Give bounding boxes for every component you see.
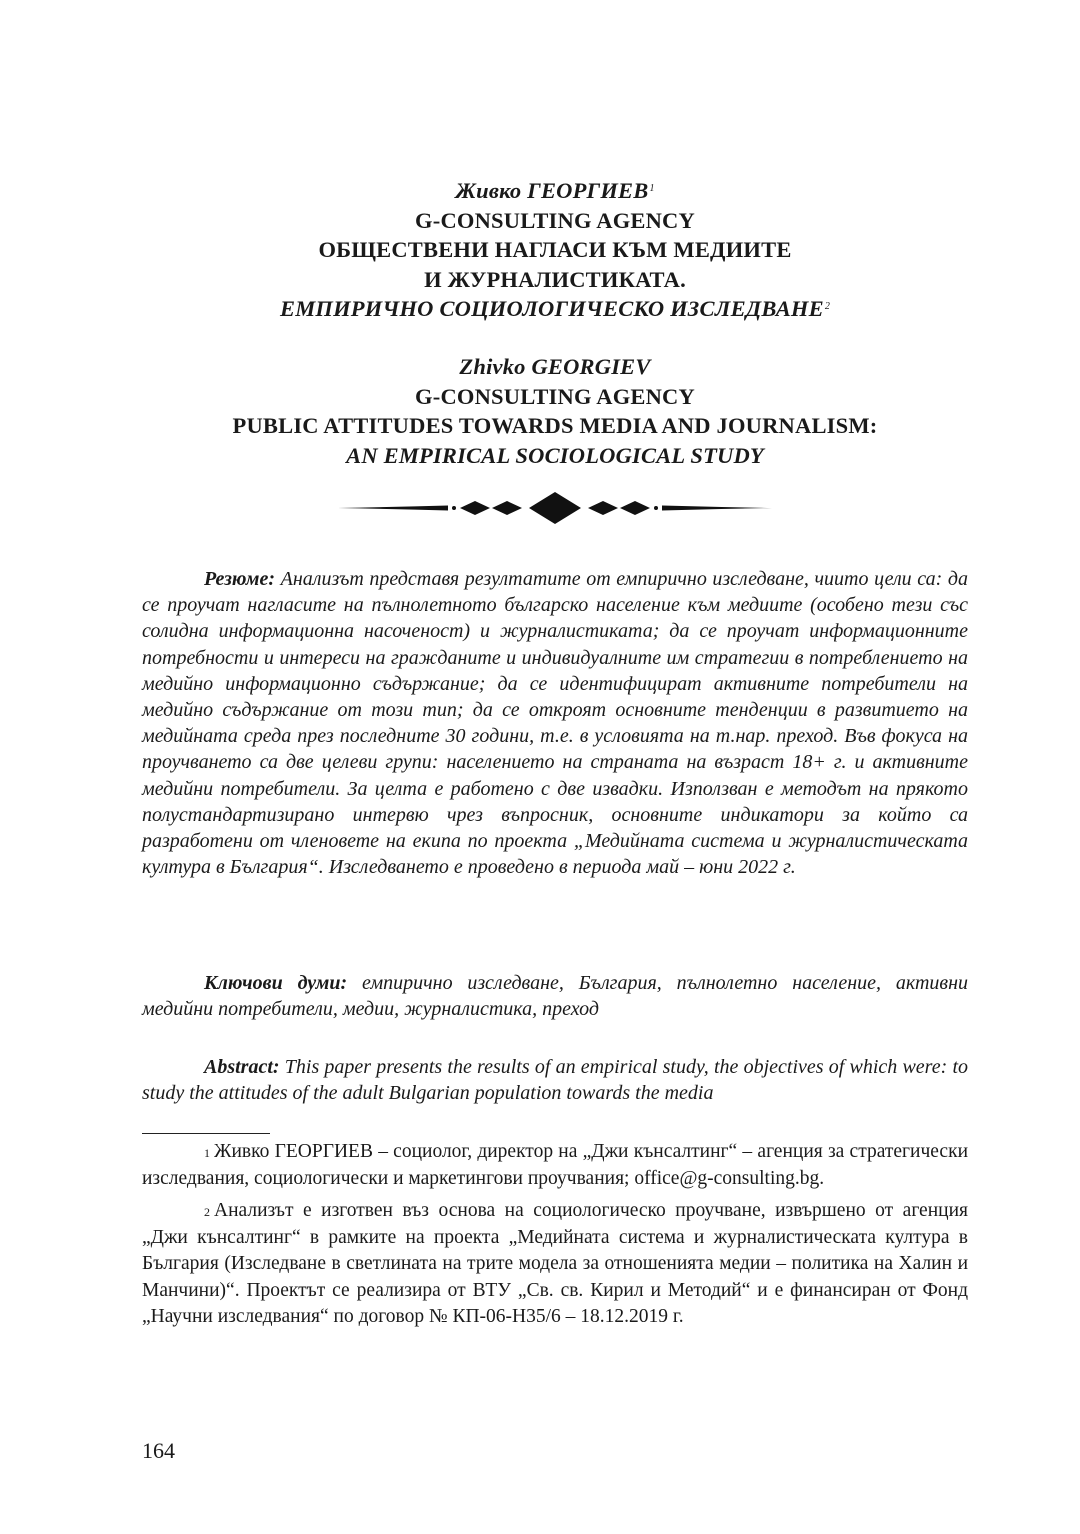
abstract-bg-label: Резюме: (204, 568, 275, 590)
footnote-2-mark: 2 (204, 1205, 210, 1219)
keywords-bg-text: емпирично изследване, България, пълнолетно население, активни медийни потребители, медии, журналистика, преход (142, 972, 969, 1021)
diamond-divider-ornament-icon (338, 490, 772, 526)
abstract-en-paragraph (142, 1054, 968, 1106)
abstract-english (142, 1054, 968, 1106)
affiliation-en: G-CONSULTING AGENCY (415, 383, 695, 409)
footnote-1-mark: 1 (204, 1146, 210, 1160)
paper-subtitle-bg: ЕМПИРИЧНО СОЦИОЛОГИЧЕСКО ИЗСЛЕДВАНЕ$^2$ (279, 296, 831, 321)
title-block-english (140, 352, 970, 470)
footnote-2-text: Анализът е изготвен въз основа на социологическо проучване, извършено от агенция „Джи кънсалтинг“ в рамките на проекта „Медийната система и журналистическата култура в България (Изследване в светлината на трите модела за отношенията медии – политика на Халин и Манчини)“. Проектът се реализира от ВТУ „Св. св. Кирил и Методий“ и е финансиран от Фонд „Научни изследвания“ по договор № КП-06-Н35/6 – 18.12.2019 г. (142, 1200, 968, 1327)
footnote-separator (142, 1133, 270, 1134)
paper-subtitle-en: AN EMPIRICAL SOCIOLOGICAL STUDY (346, 442, 764, 468)
paper-title-bg-line1: ОБЩЕСТВЕНИ НАГЛАСИ КЪМ МЕДИИТЕ (318, 237, 792, 262)
author-name-bg: Живко ГЕОРГИЕВ$^1$ (455, 178, 655, 203)
abstract-bg-paragraph (142, 566, 968, 880)
affiliation-bg: G-CONSULTING AGENCY (415, 207, 695, 233)
abstract-en-label: Abstract: (204, 1056, 280, 1078)
footnotes (142, 1139, 968, 1337)
footnote-1 (142, 1139, 968, 1192)
footnote-2 (142, 1198, 968, 1331)
page-number: 164 (142, 1438, 175, 1463)
keywords-bg-paragraph (142, 970, 968, 1022)
footnote-ref-2[interactable]: 2 (824, 301, 831, 312)
abstract-bg-text: Анализът представя резултатите от емпирично изследване, чиито цели са: да се проучат нагласите на пълнолетното българско население към медиите (особено тези със солидна информационна насоченост) и журналистиката; да се проучат информационните потребности и интереси на гражданите и индивидуалните им стратегии в потреблението на медийно информационно съдържание; да се идентифицират активните потребители на медийно съдържание от този тип; да се откроят основните тенденции в развитието на медийната среда през последните 30 години, т.е. в условията на т.нар. преход. Във фокуса на проучването са две целеви групи: населението на страната на възраст 18+ г. и активните медийни потребители. За целта е работено с две извадки. Използван е методът на прякото полустандартизирано интервю чрез въпросник, основните индикатори за който са разработени от членовете на екипа по проекта „Медийната система и журналистическата култура в България“. Изследването е проведено в периода май – юни 2022 г. (142, 568, 969, 879)
footnote-1-text: Живко ГЕОРГИЕВ – социолог, директор на „Джи кънсалтинг“ – агенция за стратегически изследвания, социологически и маркетингови проучвания; office@g-consulting.bg. (142, 1141, 968, 1189)
abstract-bulgarian (142, 566, 968, 880)
paper-title-bg-line2: И ЖУРНАЛИСТИКАТА. (424, 266, 686, 292)
keywords-bg-label: Ключови думи: (204, 972, 348, 994)
author-name-en: Zhivko GEORGIEV (459, 354, 651, 379)
keywords-bulgarian (142, 970, 968, 1022)
title-block-bulgarian (140, 176, 970, 324)
paper-title-en: PUBLIC ATTITUDES TOWARDS MEDIA AND JOURNALISM: (232, 413, 878, 438)
footnote-ref-1[interactable]: 1 (649, 183, 655, 194)
abstract-en-text: This paper presents the results of an empirical study, the objectives of which were: to study the attitudes of the adult Bulgarian population towards the media (142, 1056, 968, 1105)
